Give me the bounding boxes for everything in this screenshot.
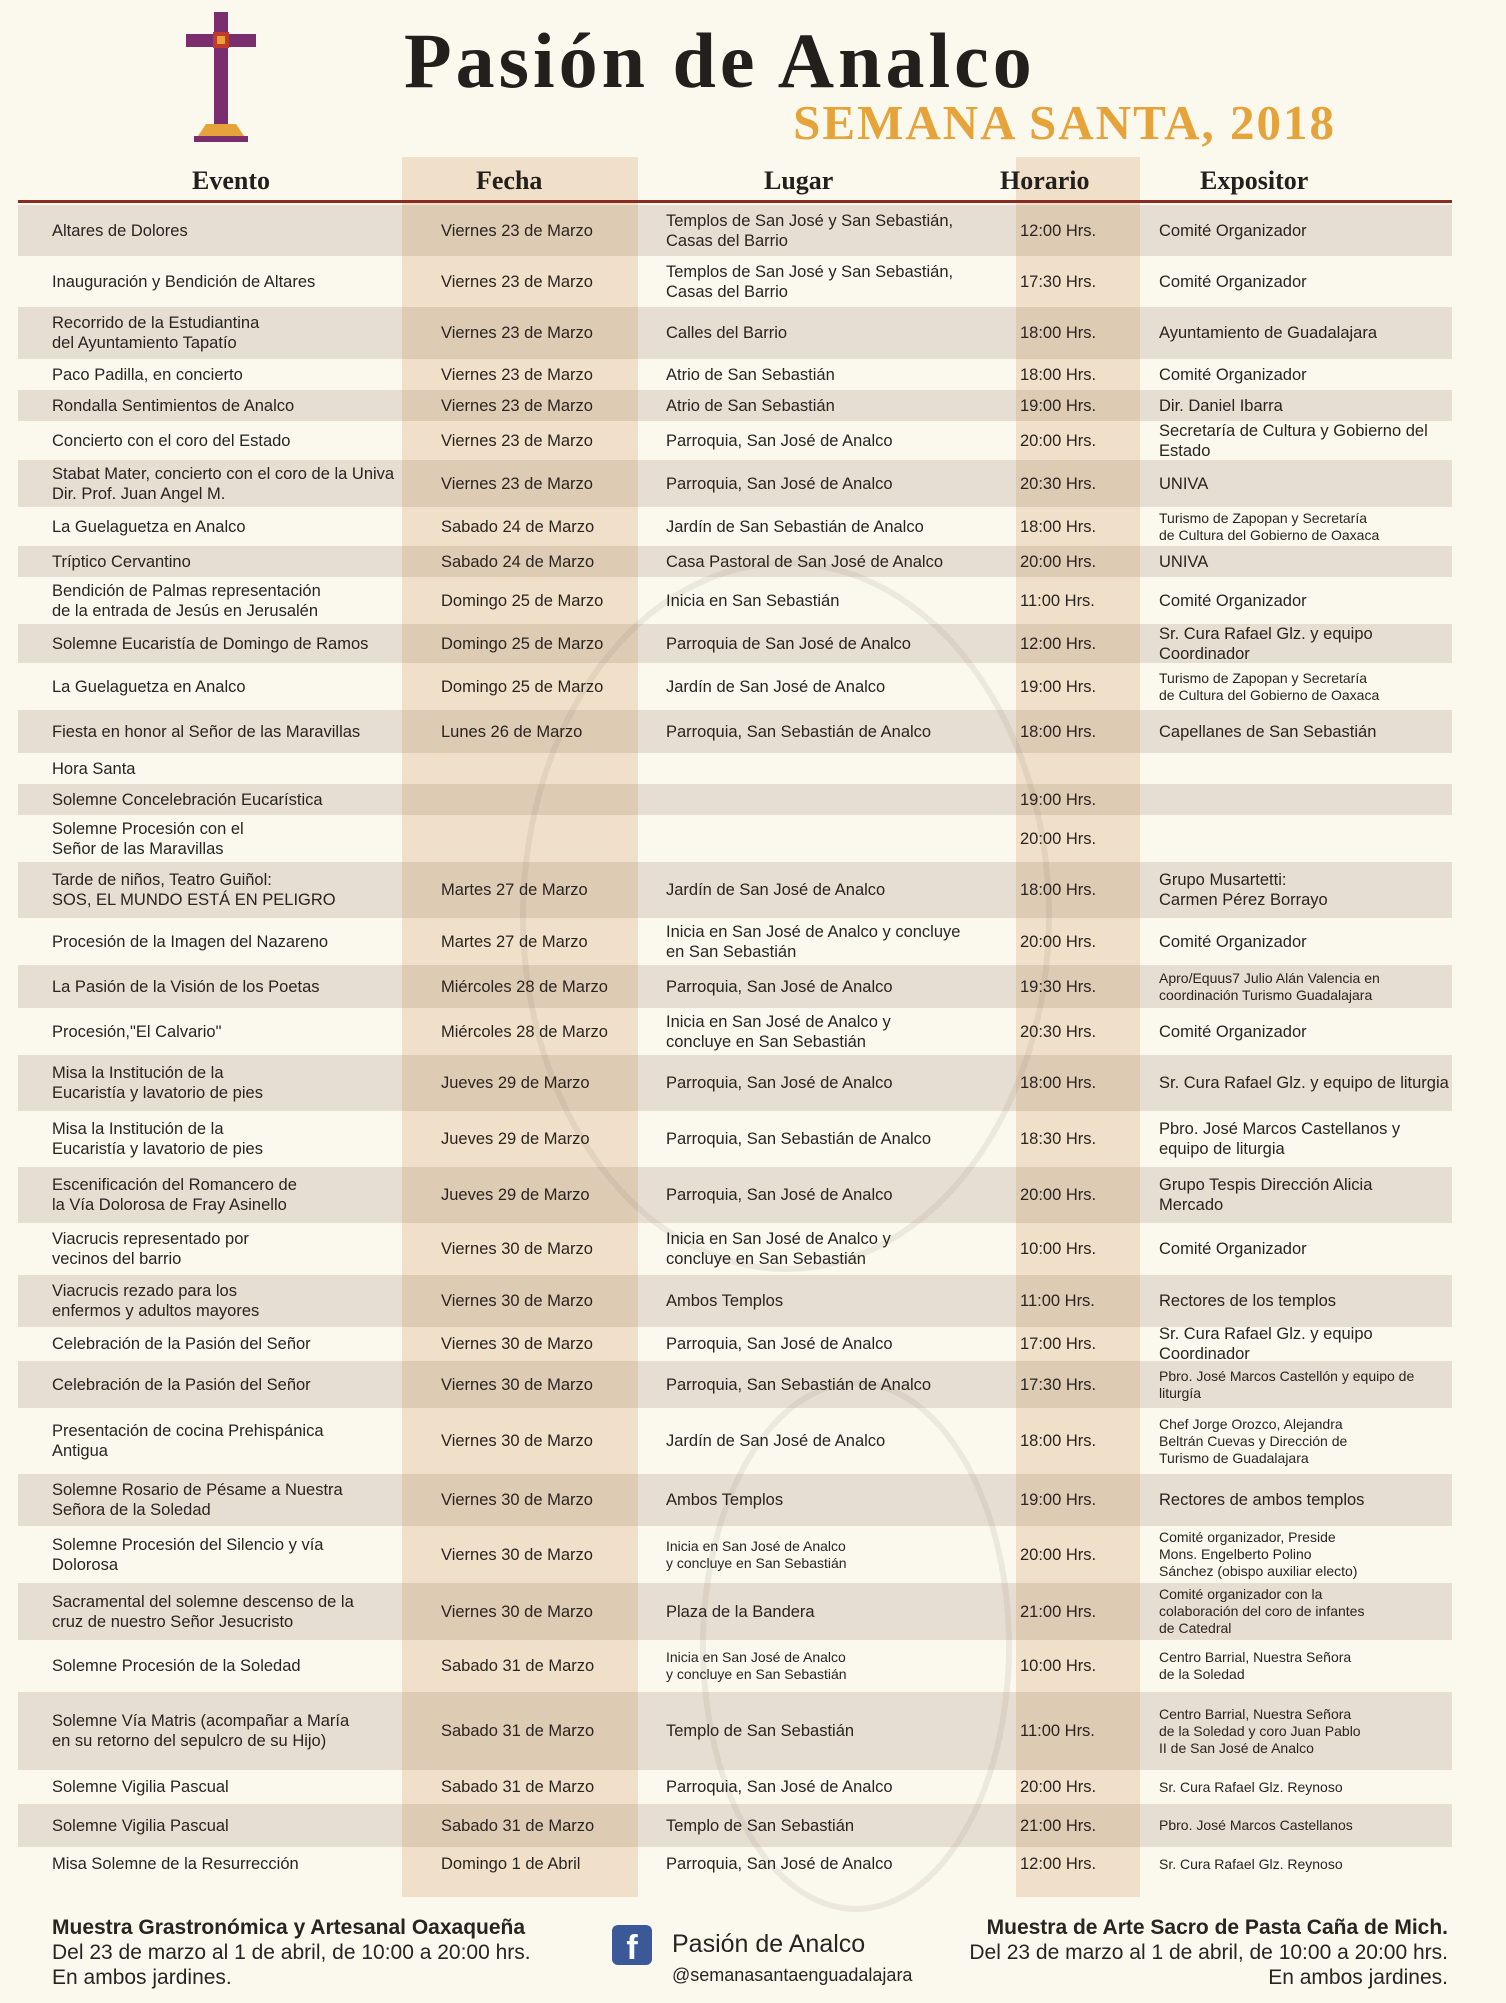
cell-event: Recorrido de la Estudiantina del Ayuntamiento Tapatío: [52, 314, 260, 352]
cell-place: Jardín de San José de Analco: [666, 881, 886, 899]
cell-exhibitor: Sr. Cura Rafael Glz. y equipo de liturgia: [1159, 1074, 1449, 1092]
table-row: [18, 205, 1452, 256]
table-row: [18, 918, 1452, 965]
cell-event: Solemne Concelebración Eucarística: [52, 790, 323, 809]
cell-exhibitor: Centro Barrial, Nuestra Señora de la Soledad y coro Juan Pablo II de San José de Analco: [1159, 1705, 1361, 1756]
cell-date: Domingo 25 de Marzo: [441, 677, 604, 696]
cell-event: Hora Santa: [52, 759, 136, 778]
cell-time: 19:00 Hrs.: [1020, 790, 1097, 809]
footer-left-location: En ambos jardines.: [52, 1966, 232, 1989]
cell-exhibitor: Turismo de Zapopan y Secretaría de Cultura del Gobierno de Oaxaca: [1159, 669, 1380, 703]
cell-time: 18:00 Hrs.: [1020, 1432, 1097, 1450]
cell-time: 20:00 Hrs.: [1020, 1186, 1097, 1204]
cell-date: Viernes 23 de Marzo: [441, 431, 593, 450]
cell-time: 17:00 Hrs.: [1020, 1335, 1097, 1353]
table-row: [18, 710, 1452, 753]
cell-date: Viernes 30 de Marzo: [441, 1375, 593, 1394]
cell-place: Ambos Templos: [666, 1292, 784, 1310]
footer-right-location: En ambos jardines.: [1268, 1966, 1448, 1989]
cell-exhibitor: Centro Barrial, Nuestra Señora de la Soledad: [1159, 1649, 1352, 1682]
cell-event: Tríptico Cervantino: [52, 552, 191, 571]
cell-exhibitor: [1159, 753, 1459, 784]
table-row: [18, 1223, 1452, 1275]
cell-date: Sabado 31 de Marzo: [441, 1816, 595, 1835]
table-row: [18, 663, 1452, 710]
cell-event: Solemne Eucaristía de Domingo de Ramos: [52, 634, 369, 653]
cell-time: 17:30 Hrs.: [1020, 1375, 1097, 1394]
cell-time: 18:00 Hrs.: [1020, 881, 1097, 899]
facebook-page-name[interactable]: Pasión de Analco: [672, 1930, 866, 1958]
cell-event: Solemne Procesión con el Señor de las Maravillas: [52, 819, 244, 858]
cell-exhibitor: Dir. Daniel Ibarra: [1159, 396, 1283, 415]
table-row: [18, 1275, 1452, 1327]
page-subtitle: SEMANA SANTA, 2018: [793, 95, 1336, 150]
cell-exhibitor: Grupo Musartetti: Carmen Pérez Borrayo: [1159, 871, 1328, 909]
cell-time: 20:00 Hrs.: [1020, 552, 1097, 571]
cell-time: 10:00 Hrs.: [1020, 1657, 1097, 1675]
header-rule: [18, 200, 1452, 203]
page-title: Pasión de Analco: [404, 17, 1036, 104]
cell-exhibitor: Apro/Equus7 Julio Alán Valencia en coordinación Turismo Guadalajara: [1159, 969, 1380, 1003]
cell-place: Inicia en San José de Analco y concluye en San Sebastián: [666, 1230, 891, 1268]
table-row: [18, 815, 1452, 862]
cell-exhibitor: Sr. Cura Rafael Glz. Reynoso: [1159, 1778, 1343, 1795]
cell-time: 11:00 Hrs.: [1020, 591, 1095, 610]
events-table: [18, 205, 1452, 1881]
cell-time: 21:00 Hrs.: [1020, 1816, 1097, 1835]
table-row: [18, 624, 1452, 663]
cell-place: [666, 784, 986, 815]
table-row: [18, 1770, 1452, 1804]
cell-date: Sabado 24 de Marzo: [441, 517, 595, 536]
footer-right-heading: Muestra de Arte Sacro de Pasta Caña de Mich.: [986, 1916, 1448, 1939]
cell-time: 19:00 Hrs.: [1020, 677, 1097, 696]
facebook-icon[interactable]: f: [612, 1925, 652, 1965]
cell-place: Plaza de la Bandera: [666, 1602, 815, 1621]
table-row: [18, 546, 1452, 577]
cell-place: Templo de San Sebastián: [666, 1816, 855, 1835]
table-row: [18, 1361, 1452, 1408]
cell-event: Celebración de la Pasión del Señor: [52, 1335, 311, 1353]
cell-event: Solemne Procesión de la Soledad: [52, 1657, 301, 1675]
cell-event: La Guelaguetza en Analco: [52, 517, 246, 536]
cell-time: 19:00 Hrs.: [1020, 396, 1097, 415]
cell-place: Jardín de San José de Analco: [666, 1432, 886, 1450]
table-row: [18, 307, 1452, 359]
cell-exhibitor: Comité organizador con la colaboración del coro de infantes de Catedral: [1159, 1586, 1365, 1636]
cell-date: Miércoles 28 de Marzo: [441, 977, 608, 996]
cell-event: Escenificación del Romancero de la Vía Dolorosa de Fray Asinello: [52, 1176, 297, 1214]
cell-exhibitor: Comité Organizador: [1159, 591, 1307, 610]
cell-place: Parroquia, San Sebastián de Analco: [666, 1375, 932, 1394]
cell-time: 19:00 Hrs.: [1020, 1491, 1097, 1509]
footer-right: [969, 1915, 1448, 1990]
cell-exhibitor: Sr. Cura Rafael Glz. y equipo Coordinador: [1159, 1325, 1373, 1363]
facebook-handle[interactable]: @semanasantaenguadalajara: [672, 1965, 913, 1985]
cell-place: Parroquia, San José de Analco: [666, 1778, 893, 1796]
table-row: [18, 1583, 1452, 1640]
cell-event: Stabat Mater, concierto con el coro de la Univa Dir. Prof. Juan Angel M.: [52, 464, 395, 503]
cell-time: 11:00 Hrs.: [1020, 1722, 1095, 1740]
column-header-exhibitor: Expositor: [1200, 166, 1309, 195]
cell-date: Domingo 25 de Marzo: [441, 634, 604, 653]
cell-event: Altares de Dolores: [52, 221, 188, 240]
cell-place: Templo de San Sebastián: [666, 1722, 855, 1740]
cell-date: Sabado 24 de Marzo: [441, 552, 595, 571]
cell-event: Sacramental del solemne descenso de la cruz de nuestro Señor Jesucristo: [52, 1592, 354, 1631]
cell-date: Viernes 30 de Marzo: [441, 1491, 593, 1509]
cell-event: Solemne Vigilia Pascual: [52, 1816, 229, 1835]
cell-time: 20:00 Hrs.: [1020, 1545, 1097, 1564]
cross-icon: [186, 12, 256, 144]
cell-place: [666, 753, 986, 784]
cell-place: Templos de San José y San Sebastián, Casas del Barrio: [666, 262, 954, 301]
cell-date: Viernes 23 de Marzo: [441, 474, 593, 493]
cell-time: 17:30 Hrs.: [1020, 272, 1097, 291]
table-row: [18, 1847, 1452, 1881]
cell-exhibitor: Pbro. José Marcos Castellón y equipo de liturgía: [1159, 1367, 1415, 1401]
cell-exhibitor: Comité Organizador: [1159, 221, 1307, 240]
cell-event: Solemne Procesión del Silencio y vía Dolorosa: [52, 1535, 324, 1574]
footer-left: [52, 1915, 531, 1990]
cell-time: 21:00 Hrs.: [1020, 1602, 1097, 1621]
cell-exhibitor: Comité Organizador: [1159, 1240, 1307, 1258]
cell-event: Inauguración y Bendición de Altares: [52, 272, 316, 291]
table-row: [18, 390, 1452, 421]
cell-exhibitor: Rectores de ambos templos: [1159, 1491, 1365, 1509]
cell-place: Parroquia, San José de Analco: [666, 1186, 893, 1204]
table-row: [18, 256, 1452, 307]
cell-time: 12:00 Hrs.: [1020, 634, 1097, 653]
table-row: [18, 1692, 1452, 1770]
cell-event: Celebración de la Pasión del Señor: [52, 1375, 311, 1394]
cell-date: Viernes 30 de Marzo: [441, 1432, 593, 1450]
cell-time: 18:00 Hrs.: [1020, 365, 1097, 384]
cell-place: Casa Pastoral de San José de Analco: [666, 552, 944, 571]
cell-exhibitor: UNIVA: [1159, 474, 1209, 493]
column-header-date: Fecha: [476, 166, 543, 195]
cell-time: 12:00 Hrs.: [1020, 1855, 1097, 1873]
cell-place: Inicia en San José de Analco y concluye en San Sebastián: [666, 1537, 847, 1571]
cell-exhibitor: Comité Organizador: [1159, 272, 1307, 291]
cell-time: [1020, 753, 1140, 784]
cell-event: Procesión de la Imagen del Nazareno: [52, 932, 329, 951]
cell-place: Parroquia, San Sebastián de Analco: [666, 722, 932, 741]
cell-event: Rondalla Sentimientos de Analco: [52, 396, 295, 415]
cell-time: 20:00 Hrs.: [1020, 829, 1097, 848]
cell-date: Domingo 1 de Abril: [441, 1855, 581, 1873]
column-header-time: Horario: [1000, 166, 1090, 195]
cell-time: 18:00 Hrs.: [1020, 722, 1097, 741]
cell-event: Tarde de niños, Teatro Guiñol: SOS, EL MUNDO ESTÁ EN PELIGRO: [52, 871, 336, 909]
cell-exhibitor: Capellanes de San Sebastián: [1159, 722, 1377, 741]
cell-time: 18:30 Hrs.: [1020, 1130, 1097, 1148]
cell-date: Domingo 25 de Marzo: [441, 591, 604, 610]
table-row: [18, 507, 1452, 546]
cell-place: Parroquia, San José de Analco: [666, 1335, 893, 1353]
cell-event: La Pasión de la Visión de los Poetas: [52, 977, 320, 996]
cell-event: Solemne Rosario de Pésame a Nuestra Señora de la Soledad: [52, 1481, 343, 1519]
cell-exhibitor: [1159, 784, 1459, 815]
cell-event: La Guelaguetza en Analco: [52, 677, 246, 696]
cell-place: Parroquia, San Sebastián de Analco: [666, 1130, 932, 1148]
cell-exhibitor: Comité organizador, Preside Mons. Engelberto Polino Sánchez (obispo auxiliar electo): [1159, 1529, 1358, 1579]
table-row: [18, 1474, 1452, 1526]
cell-place: Parroquia, San José de Analco: [666, 1855, 893, 1873]
cell-date: Jueves 29 de Marzo: [441, 1186, 590, 1204]
cell-date: Jueves 29 de Marzo: [441, 1130, 590, 1148]
cell-exhibitor: Pbro. José Marcos Castellanos y equipo de liturgia: [1159, 1120, 1401, 1158]
cell-date: Sabado 31 de Marzo: [441, 1657, 595, 1675]
column-header-place: Lugar: [764, 166, 834, 195]
footer-right-dates: Del 23 de marzo al 1 de abril, de 10:00 a 20:00 hrs.: [969, 1941, 1448, 1964]
cell-place: Inicia en San José de Analco y concluye en San Sebastián: [666, 1649, 847, 1682]
cell-place: Parroquia, San José de Analco: [666, 431, 893, 450]
cell-place: Templos de San José y San Sebastián, Casas del Barrio: [666, 211, 954, 250]
footer-left-dates: Del 23 de marzo al 1 de abril, de 10:00 a 20:00 hrs.: [52, 1941, 531, 1964]
cell-event: Concierto con el coro del Estado: [52, 431, 291, 450]
cell-date: Viernes 23 de Marzo: [441, 272, 593, 291]
cell-place: Parroquia, San José de Analco: [666, 474, 893, 493]
cell-time: 18:00 Hrs.: [1020, 517, 1097, 536]
table-row: [18, 1526, 1452, 1583]
table-row: [18, 1804, 1452, 1847]
cell-date: Viernes 23 de Marzo: [441, 365, 593, 384]
cell-date: [441, 815, 661, 862]
table-row: [18, 359, 1452, 390]
table-row: [18, 965, 1452, 1008]
cell-place: Jardín de San Sebastián de Analco: [666, 517, 924, 536]
cell-place: Ambos Templos: [666, 1491, 784, 1509]
cell-exhibitor: UNIVA: [1159, 552, 1209, 571]
cell-place: Atrio de San Sebastián: [666, 396, 835, 415]
cell-exhibitor: Grupo Tespis Dirección Alicia Mercado: [1159, 1176, 1373, 1214]
cell-exhibitor: Sr. Cura Rafael Glz. y equipo Coordinador: [1159, 624, 1373, 663]
cell-date: Lunes 26 de Marzo: [441, 722, 583, 741]
cell-date: Viernes 23 de Marzo: [441, 324, 593, 342]
cell-place: Parroquia, San José de Analco: [666, 1074, 893, 1092]
cell-place: Jardín de San José de Analco: [666, 677, 886, 696]
cell-date: Viernes 23 de Marzo: [441, 396, 593, 415]
table-row: [18, 1327, 1452, 1361]
cell-event: Misa la Institución de la Eucaristía y lavatorio de pies: [52, 1120, 263, 1158]
cell-exhibitor: Chef Jorge Orozco, Alejandra Beltrán Cuevas y Dirección de Turismo de Guadalajara: [1159, 1415, 1348, 1466]
cell-place: [666, 815, 986, 862]
cell-date: Viernes 30 de Marzo: [441, 1292, 593, 1310]
cell-event: Presentación de cocina Prehispánica Antigua: [52, 1422, 324, 1460]
cell-time: 20:30 Hrs.: [1020, 1022, 1097, 1041]
cell-time: 10:00 Hrs.: [1020, 1240, 1097, 1258]
cell-time: 20:30 Hrs.: [1020, 474, 1097, 493]
cell-date: Miércoles 28 de Marzo: [441, 1022, 608, 1041]
table-row: [18, 1008, 1452, 1055]
cell-exhibitor: Pbro. José Marcos Castellanos: [1159, 1817, 1353, 1833]
cell-exhibitor: Comité Organizador: [1159, 1022, 1307, 1041]
cell-time: 18:00 Hrs.: [1020, 324, 1097, 342]
cell-date: Martes 27 de Marzo: [441, 881, 588, 899]
cell-exhibitor: Secretaría de Cultura y Gobierno del Estado: [1159, 421, 1428, 460]
table-row: [18, 784, 1452, 815]
cell-exhibitor: Turismo de Zapopan y Secretaría de Cultura del Gobierno de Oaxaca: [1159, 509, 1380, 543]
cell-exhibitor: Comité Organizador: [1159, 365, 1307, 384]
cell-date: Viernes 30 de Marzo: [441, 1545, 593, 1564]
cell-exhibitor: [1159, 815, 1459, 862]
cell-event: Viacrucis representado por vecinos del barrio: [52, 1230, 249, 1268]
cell-place: Calles del Barrio: [666, 324, 788, 342]
cell-event: Misa Solemne de la Resurrección: [52, 1855, 299, 1873]
cell-date: Viernes 30 de Marzo: [441, 1335, 593, 1353]
cell-exhibitor: Comité Organizador: [1159, 932, 1307, 951]
cell-date: Sabado 31 de Marzo: [441, 1778, 595, 1796]
cell-exhibitor: Sr. Cura Rafael Glz. Reynoso: [1159, 1855, 1343, 1872]
cell-event: Misa la Institución de la Eucaristía y lavatorio de pies: [52, 1064, 263, 1102]
table-row: [18, 421, 1452, 460]
cell-time: 12:00 Hrs.: [1020, 221, 1097, 240]
table-row: [18, 753, 1452, 784]
cell-date: Jueves 29 de Marzo: [441, 1074, 590, 1092]
table-row: [18, 1408, 1452, 1474]
cell-time: 20:00 Hrs.: [1020, 1778, 1097, 1796]
cell-time: 19:30 Hrs.: [1020, 977, 1097, 996]
table-row: [18, 1111, 1452, 1167]
cell-place: Inicia en San José de Analco y concluye en San Sebastián: [666, 922, 961, 961]
column-header-event: Evento: [192, 166, 270, 195]
cell-event: Solemne Vigilia Pascual: [52, 1778, 229, 1796]
cell-time: 18:00 Hrs.: [1020, 1074, 1097, 1092]
table-row: [18, 577, 1452, 624]
cell-date: [441, 753, 661, 784]
cell-exhibitor: Ayuntamiento de Guadalajara: [1159, 324, 1378, 342]
cell-date: Martes 27 de Marzo: [441, 932, 588, 951]
cell-place: Atrio de San Sebastián: [666, 365, 835, 384]
cell-time: 20:00 Hrs.: [1020, 932, 1097, 951]
cell-time: 11:00 Hrs.: [1020, 1292, 1095, 1310]
cell-place: Inicia en San Sebastián: [666, 591, 840, 610]
cell-date: Viernes 23 de Marzo: [441, 221, 593, 240]
cell-event: Solemne Vía Matris (acompañar a María en su retorno del sepulcro de su Hijo): [52, 1712, 350, 1750]
cell-date: Viernes 30 de Marzo: [441, 1240, 593, 1258]
cell-place: Inicia en San José de Analco y concluye en San Sebastián: [666, 1012, 891, 1051]
cell-event: Bendición de Palmas representación de la entrada de Jesús en Jerusalén: [52, 581, 321, 620]
cell-date: Sabado 31 de Marzo: [441, 1722, 595, 1740]
cell-time: 20:00 Hrs.: [1020, 431, 1097, 450]
table-row: [18, 862, 1452, 918]
cell-date: Viernes 30 de Marzo: [441, 1602, 593, 1621]
cell-place: Parroquia, San José de Analco: [666, 977, 893, 996]
table-row: [18, 1640, 1452, 1692]
cell-event: Paco Padilla, en concierto: [52, 365, 243, 384]
footer-left-heading: Muestra Grastronómica y Artesanal Oaxaqueña: [52, 1916, 526, 1939]
cell-exhibitor: Rectores de los templos: [1159, 1292, 1336, 1310]
cell-date: [441, 784, 661, 815]
cell-place: Parroquia de San José de Analco: [666, 634, 911, 653]
table-row: [18, 1167, 1452, 1223]
cell-event: Fiesta en honor al Señor de las Maravillas: [52, 722, 361, 741]
cell-event: Procesión,"El Calvario": [52, 1022, 222, 1041]
table-row: [18, 460, 1452, 507]
cell-event: Viacrucis rezado para los enfermos y adultos mayores: [52, 1282, 260, 1320]
table-row: [18, 1055, 1452, 1111]
